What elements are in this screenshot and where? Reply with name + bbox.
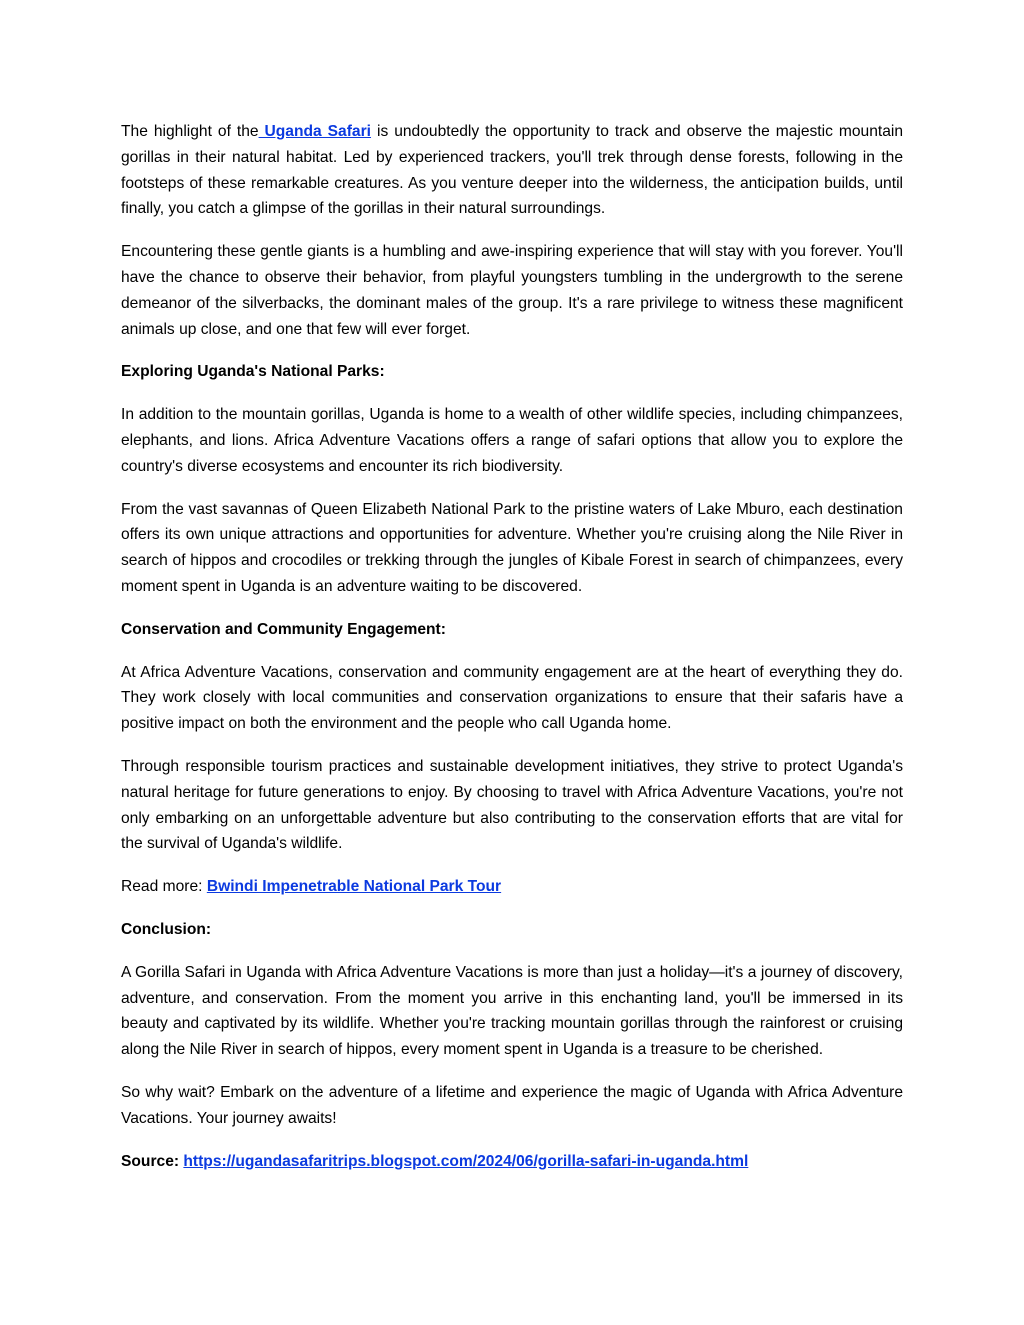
document-page [121, 119, 903, 1191]
parks-paragraph-1: In addition to the mountain gorillas, Uganda is home to a wealth of other wildlife species, including chimpanzees, elephants, and lions. Africa Adventure Vacations offers a range of safari options that allow you to explore the country's diverse ecosystems and encounter its rich biodiversity. [121, 406, 903, 475]
read-more-line [121, 874, 903, 900]
source-line [121, 1149, 903, 1175]
parks-paragraph-2: From the vast savannas of Queen Elizabeth National Park to the pristine waters of Lake Mburo, each destination offers its own unique attractions and opportunities for adventure. Whether you're cruising along the Nile River in search of hippos and crocodiles or trekking through the jungles of Kibale Forest in search of chimpanzees, every moment spent in Uganda is an adventure waiting to be discovered. [121, 500, 903, 595]
conservation-heading: Conservation and Community Engagement: [121, 620, 446, 638]
conservation-paragraph-1: At Africa Adventure Vacations, conservation and community engagement are at the heart of everything they do. They work closely with local communities and conservation organizations to ensure that their safaris have a positive impact on both the environment and the people who call Uganda home. [121, 663, 903, 733]
intro-text-before-link: The highlight of the [121, 123, 259, 140]
intro-paragraph-1 [121, 119, 903, 222]
intro-paragraph-2: Encountering these gentle giants is a humbling and awe-inspiring experience that will stay with you forever. You'll have the chance to observe their behavior, from playful youngsters tumbling in the undergrowth to the serene demeanor of the silverbacks, the dominant males of the group. It's a rare privilege to witness these magnificent animals up close, and one that few will ever forget. [121, 243, 903, 338]
conclusion-paragraph-1: A Gorilla Safari in Uganda with Africa Adventure Vacations is more than just a holiday—it's a journey of discovery, adventure, and conservation. From the moment you arrive in this enchanting land, you'll be immersed in its beauty and captivated by its wildlife. Whether you're tracking mountain gorillas through the rainforest or cruising along the Nile River in search of hippos, every moment spent in Uganda is a treasure to be cherished. [121, 963, 903, 1059]
intro-text-after-link: is undoubtedly the opportunity to track and observe the majestic mountain gorillas in their natural habitat. Led by experienced trackers, you'll trek through dense forests, following in the footsteps of these remarkable creatures. As you venture deeper into the wilderness, the anticipation builds, until finally, you catch a glimpse of the gorillas in their natural surroundings. [121, 123, 904, 218]
conclusion-paragraph-2: So why wait? Embark on the adventure of a lifetime and experience the magic of Uganda with Africa Adventure Vacations. Your journey awaits! [121, 1083, 903, 1127]
parks-heading: Exploring Uganda's National Parks: [121, 363, 385, 381]
bwindi-tour-link[interactable]: Bwindi Impenetrable National Park Tour [206, 878, 502, 896]
source-label: Source: [121, 1152, 184, 1170]
conservation-paragraph-2: Through responsible tourism practices and sustainable development initiatives, they strive to protect Uganda's natural heritage for future generations to enjoy. By choosing to travel with Africa Adventure Vacations, you're not only embarking on an unforgettable adventure but also contributing to the conservation efforts that are vital for the survival of Uganda's wildlife. [121, 757, 903, 853]
conclusion-heading: Conclusion: [121, 920, 212, 938]
source-url-link[interactable]: https://ugandasafaritrips.blogspot.com/2024/06/gorilla-safari-in-uganda.html [183, 1152, 749, 1170]
read-more-label: Read more: [121, 878, 207, 896]
uganda-safari-link[interactable]: Uganda Safari [258, 123, 372, 140]
